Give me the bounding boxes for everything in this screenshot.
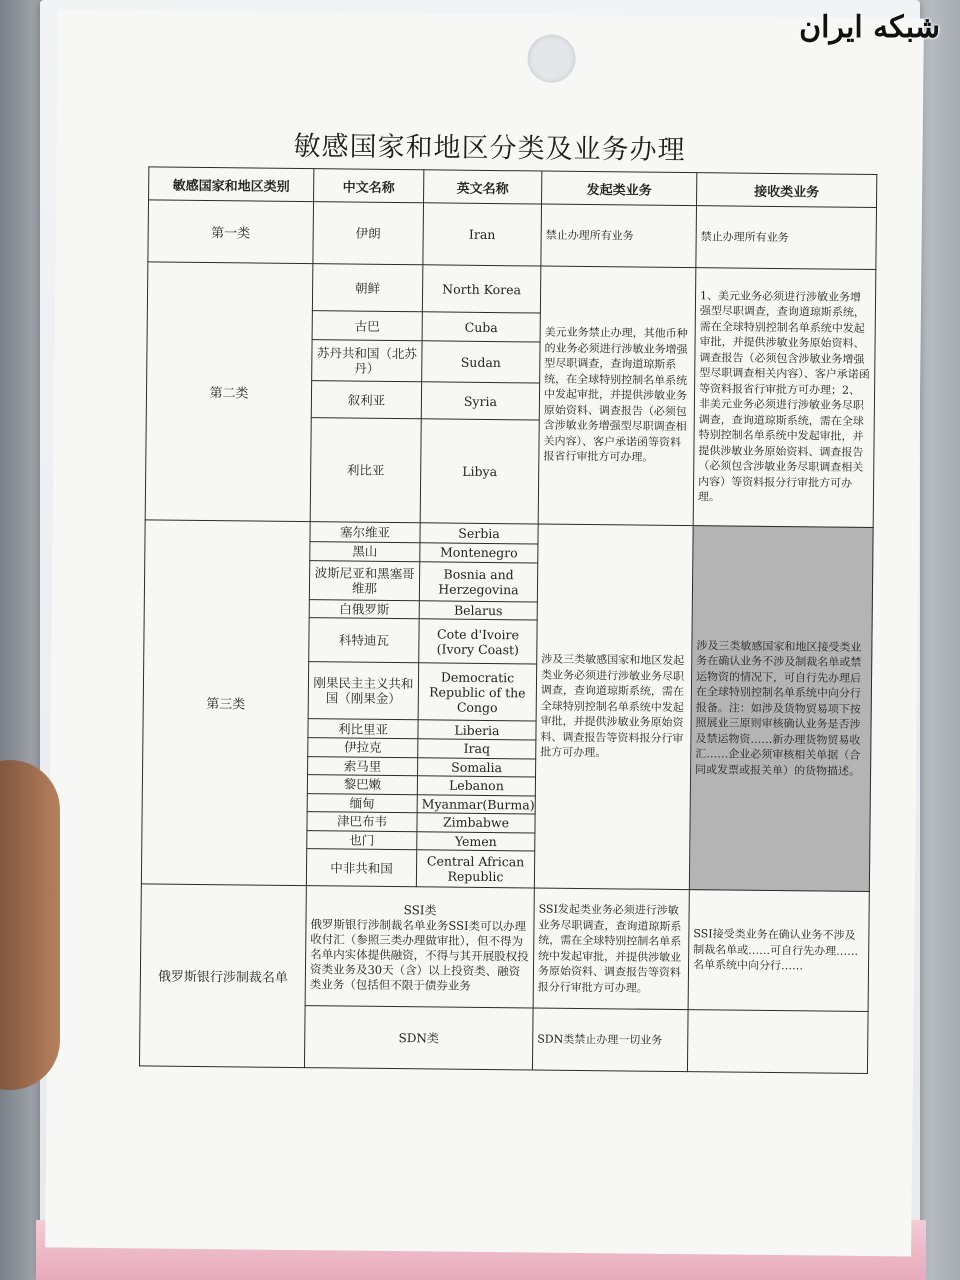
ssi-label: SSI类	[403, 902, 437, 918]
table-row	[140, 884, 869, 1011]
category-2-receive: 1、美元业务必须进行涉敏业务增强型尽职调查，查询道琼斯系统，需在全球特别控制名单系统中发起审批，并提供涉敏业务原始资料、调查报告（必须包含涉敏业务增强型尽职调查相关内容）、客户承诺函等资料报省行审批方可办理；2、非美元业务必须进行涉敏业务尽职调查，查询道琼斯系统，需在全球特别控制名单系统中发起审批，并提供涉敏业务原始资料、调查报告（必须包含涉敏业务尽职调查相关内容）等资料报分行审批方可办理。	[693, 268, 876, 528]
category-2-initiate: 美元业务禁止办理，其他币种的业务必须进行涉敏业务增强型尽职调查，查询道琼斯系统，在全球特别控制名单系统中发起审批，并提供涉敏业务原始资料、调查报告（必须包含涉敏业务增强型尽职调查相关内容）、客户承诺函等资料报省行审批方可办理。	[538, 266, 696, 525]
country-en: Lebanon	[417, 776, 535, 796]
country-en: Somalia	[418, 757, 536, 777]
country-cn: 缅甸	[307, 793, 417, 813]
category-2-label: 第二类	[145, 262, 313, 521]
country-en: Myanmar(Burma)	[417, 794, 535, 814]
country-cn: 波斯尼亚和黑塞哥维那	[309, 560, 419, 600]
country-en: Bosnia and Herzegovina	[419, 562, 537, 602]
document-title: 敏感国家和地区分类及业务办理	[293, 130, 686, 167]
country-en: Iran	[423, 203, 542, 266]
country-cn: 刚果民主主义共和国（刚果金）	[308, 661, 419, 720]
country-en: Iraq	[418, 739, 536, 759]
finger	[0, 760, 60, 1090]
country-cn: 索马里	[308, 756, 418, 776]
country-en: Serbia	[420, 522, 538, 544]
country-en: Democratic Republic of the Congo	[418, 663, 537, 722]
country-cn: 也门	[307, 830, 417, 850]
country-cn: 津巴布韦	[307, 812, 417, 832]
country-cn: 中非共和国	[306, 849, 416, 887]
sdn-initiate: SDN类禁止办理一切业务	[532, 1008, 688, 1072]
country-cn: 利比里亚	[308, 719, 418, 739]
header-en-name: 英文名称	[424, 170, 542, 204]
header-category: 敏感国家和地区类别	[149, 167, 314, 202]
category-3-initiate: 涉及三类敏感国家和地区发起类业务必须进行涉敏业务尽职调查，查询道琼斯系统，需在全球特别控制名单系统中发起审批，并提供涉敏业务原始资料、调查报告等资料报分行审批方可办理。	[534, 524, 693, 890]
sdn-receive	[687, 1010, 868, 1074]
country-en: Sudan	[422, 341, 540, 383]
country-en: Central African Republic	[416, 850, 534, 888]
punch-hole	[527, 34, 576, 83]
country-cn: 白俄罗斯	[309, 600, 419, 620]
ssi-text: 俄罗斯银行涉制裁名单业务SSI类可以办理收付汇（参照三类办理做审批），但不得为名单内实体提供融资，不得与其开展股权投资类业务及30天（含）以上投资类、融资类业务（包括但不限于债券业务	[309, 916, 529, 993]
category-3-label: 第三类	[141, 519, 310, 886]
country-cn: 利比亚	[310, 418, 421, 522]
ssi-receive: SSI接受类业务在确认业务不涉及制裁名单或……可自行先办理……名单系统中向分行……	[688, 890, 869, 1011]
country-cn: 叙利亚	[311, 381, 421, 419]
category-1-initiate: 禁止办理所有业务	[541, 204, 697, 267]
ssi-initiate: SSI发起类业务必须进行涉敏业务尽职调查，查询道琼斯系统，需在全球特别控制名单系统中发起审批，并提供涉敏业务原始资料、调查报告等资料报分行审批方可办理。	[533, 888, 689, 1009]
header-initiate: 发起类业务	[542, 171, 697, 206]
ssi-cell	[305, 886, 534, 1008]
category-1-label: 第一类	[148, 200, 314, 264]
country-cn: 伊拉克	[308, 738, 418, 758]
header-cn-name: 中文名称	[314, 169, 424, 203]
country-en: Belarus	[419, 601, 537, 621]
country-en: Montenegro	[420, 543, 538, 563]
table-row	[147, 262, 875, 317]
country-cn: 黑山	[310, 542, 420, 562]
watermark-logo: شبکه ایران	[799, 10, 940, 45]
country-en: Zimbabwe	[417, 813, 535, 833]
table-row	[148, 200, 877, 269]
country-en: North Korea	[422, 265, 540, 314]
document-sheet	[45, 9, 924, 1256]
country-en: Cote d'Ivoire (Ivory Coast)	[419, 619, 537, 664]
country-cn: 伊朗	[313, 202, 424, 265]
country-cn: 古巴	[312, 311, 422, 341]
country-en: Libya	[420, 419, 539, 523]
sanctions-table	[139, 166, 877, 1074]
country-cn: 塞尔维亚	[310, 521, 420, 543]
country-cn: 苏丹共和国（北苏丹）	[312, 340, 422, 382]
header-receive: 接收类业务	[697, 173, 877, 208]
category-4-label: 俄罗斯银行涉制裁名单	[139, 884, 306, 1067]
country-cn: 黎巴嫩	[307, 775, 417, 795]
country-en: Liberia	[418, 720, 536, 740]
country-cn: 朝鲜	[312, 263, 422, 312]
country-en: Syria	[421, 382, 539, 420]
category-1-receive: 禁止办理所有业务	[696, 206, 877, 270]
sdn-label: SDN类	[304, 1006, 533, 1070]
country-en: Cuba	[422, 312, 540, 342]
country-en: Yemen	[417, 832, 535, 852]
category-3-receive: 涉及三类敏感国家和地区接受类业务在确认业务不涉及制裁名单或禁运物资的情况下，可自行先办理后在全球特别控制名单系统中向分行报备。注：如涉及货物贸易项下按照展业三原则审核确认业务是否涉及禁运物资……新办理货物贸易收汇……企业必须审核相关单据（合同或发票或报关单）的货物描述。	[689, 525, 873, 892]
country-cn: 科特迪瓦	[309, 618, 419, 662]
